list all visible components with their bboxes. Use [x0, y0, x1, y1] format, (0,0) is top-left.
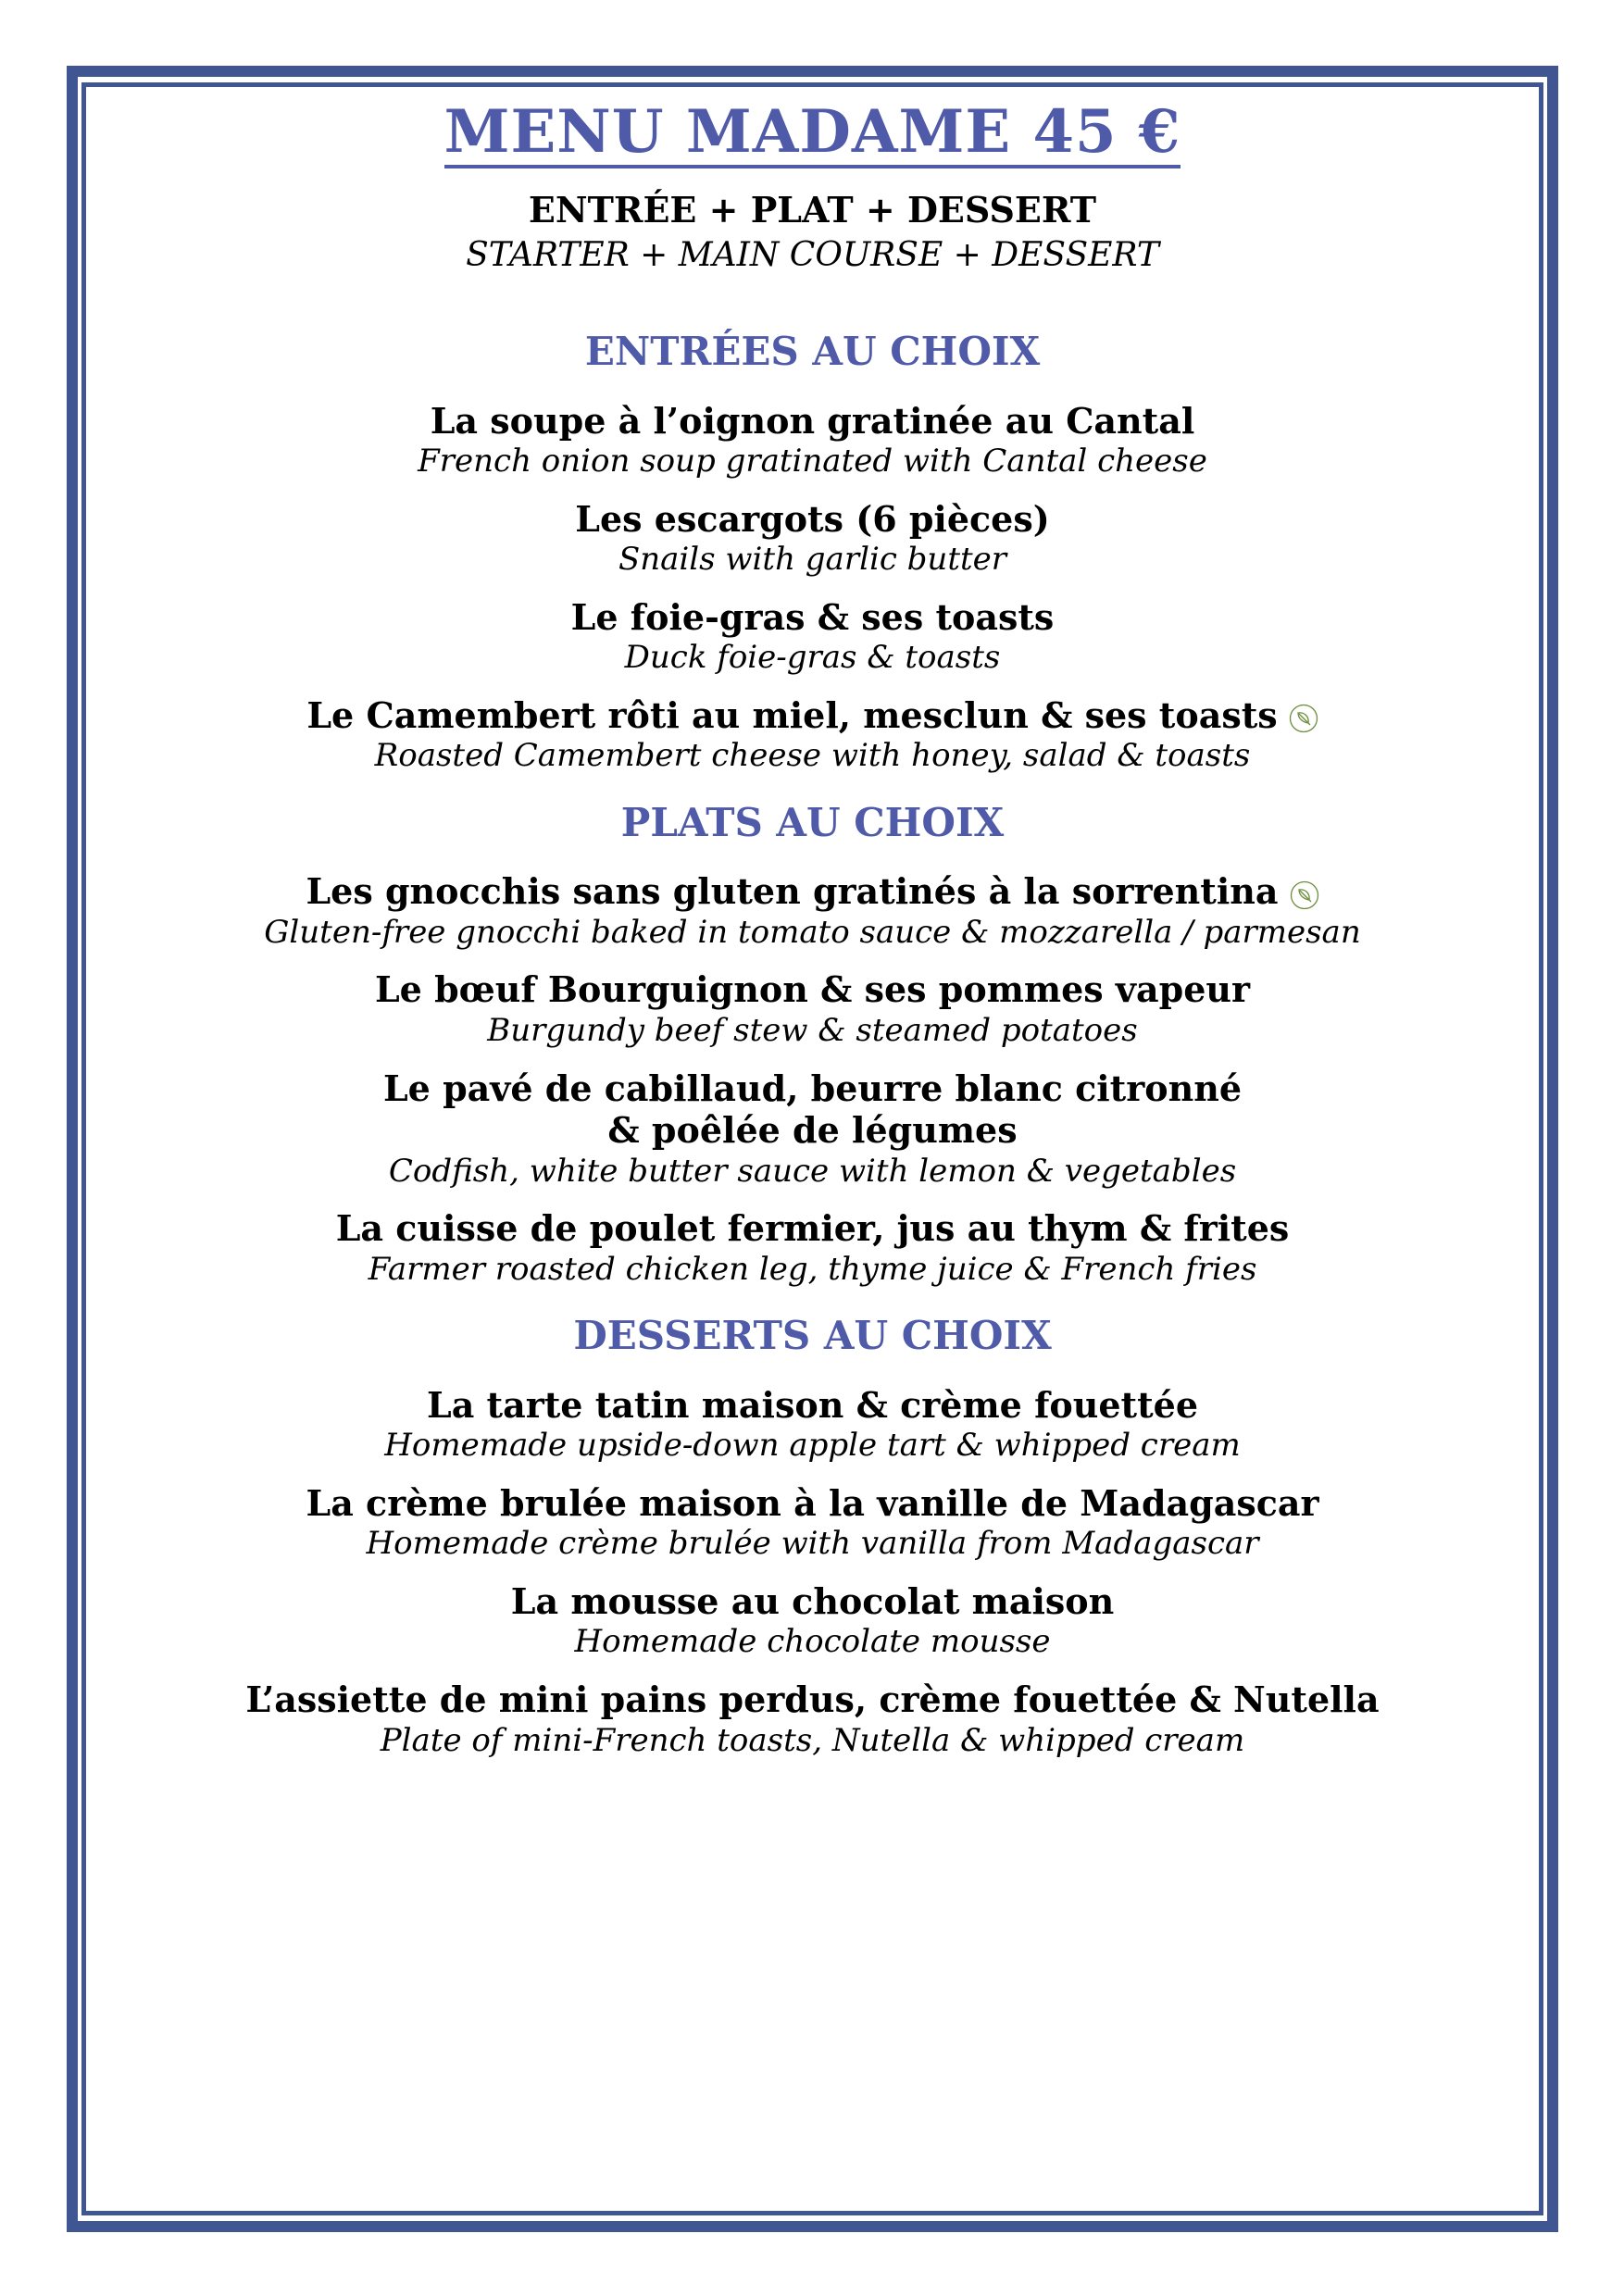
dish-name: Les gnocchis sans gluten gratinés à la sorrentina — [306, 870, 1279, 913]
dish-item — [86, 1384, 1539, 1466]
dish-item — [86, 1482, 1539, 1564]
dish-name: Le pavé de cabillaud, beurre blanc citronné — [382, 1067, 1243, 1109]
dish-item — [86, 870, 1539, 952]
menu-title: MENU MADAME 45 € — [444, 100, 1181, 168]
dish-description: Codfish, white butter sauce with lemon & vegetables — [388, 1152, 1237, 1190]
section-desserts — [86, 1313, 1539, 1760]
section-mains — [86, 800, 1539, 1289]
dish-description: Homemade crème brulée with vanilla from Madagascar — [366, 1525, 1259, 1563]
section-starters — [86, 329, 1539, 776]
dish-name: Le Camembert rôti au miel, mesclun & ses toasts — [306, 693, 1278, 736]
dish-description: Burgundy beef stew & steamed potatoes — [487, 1012, 1138, 1050]
menu-header — [86, 87, 1539, 275]
dish-item — [86, 694, 1539, 776]
dish-name-row — [86, 694, 1539, 737]
section-title: ENTRÉES AU CHOIX — [584, 329, 1041, 375]
dish-description: Farmer roasted chicken leg, thyme juice & French fries — [368, 1250, 1257, 1288]
section-title: PLATS AU CHOIX — [620, 799, 1005, 845]
dish-name: La cuisse de poulet fermier, jus au thym & frites — [335, 1207, 1290, 1250]
dish-description: Duck foie-gras & toasts — [624, 639, 1001, 677]
dish-description: Homemade upside-down apple tart & whipped cream — [384, 1427, 1241, 1465]
dish-item — [86, 596, 1539, 678]
dish-name: La tarte tatin maison & crème fouettée — [426, 1383, 1199, 1426]
dish-item — [86, 498, 1539, 580]
dish-description: Gluten-free gnocchi baked in tomato sauce & mozzarella / parmesan — [264, 913, 1361, 951]
dish-description: French onion soup gratinated with Cantal cheese — [418, 443, 1207, 480]
dish-item — [86, 1678, 1539, 1760]
leaf-icon — [1290, 877, 1319, 906]
dish-name-continued: & poêlée de légumes — [607, 1109, 1018, 1152]
dish-description: Roasted Camembert cheese with honey, salad & toasts — [374, 737, 1251, 775]
dish-name-row — [86, 870, 1539, 913]
leaf-icon — [1289, 700, 1318, 730]
dish-item — [86, 968, 1539, 1050]
menu-formula: ENTRÉE + PLAT + DESSERT — [528, 189, 1097, 231]
dish-item — [86, 1207, 1539, 1289]
dish-name: La mousse au chocolat maison — [510, 1579, 1115, 1622]
menu-formula-english: STARTER + MAIN COURSE + DESSERT — [466, 235, 1159, 274]
dish-name: La soupe à l’oignon gratinée au Cantal — [430, 399, 1195, 442]
dish-name: Le foie-gras & ses toasts — [570, 595, 1055, 638]
dish-name: Les escargots (6 pièces) — [575, 497, 1050, 540]
dish-item — [86, 1580, 1539, 1662]
dish-name: Le bœuf Bourguignon & ses pommes vapeur — [374, 968, 1251, 1011]
menu-page — [86, 87, 1539, 1777]
dish-item — [86, 1067, 1539, 1192]
dish-description: Plate of mini-French toasts, Nutella & whipped cream — [380, 1721, 1245, 1759]
dish-item — [86, 400, 1539, 481]
dish-description: Homemade chocolate mousse — [574, 1623, 1051, 1661]
section-title: DESSERTS AU CHOIX — [573, 1313, 1052, 1359]
dish-description: Snails with garlic butter — [618, 541, 1007, 579]
dish-name: L’assiette de mini pains perdus, crème fouettée & Nutella — [245, 1678, 1380, 1720]
dish-name: La crème brulée maison à la vanille de Madagascar — [306, 1481, 1319, 1524]
